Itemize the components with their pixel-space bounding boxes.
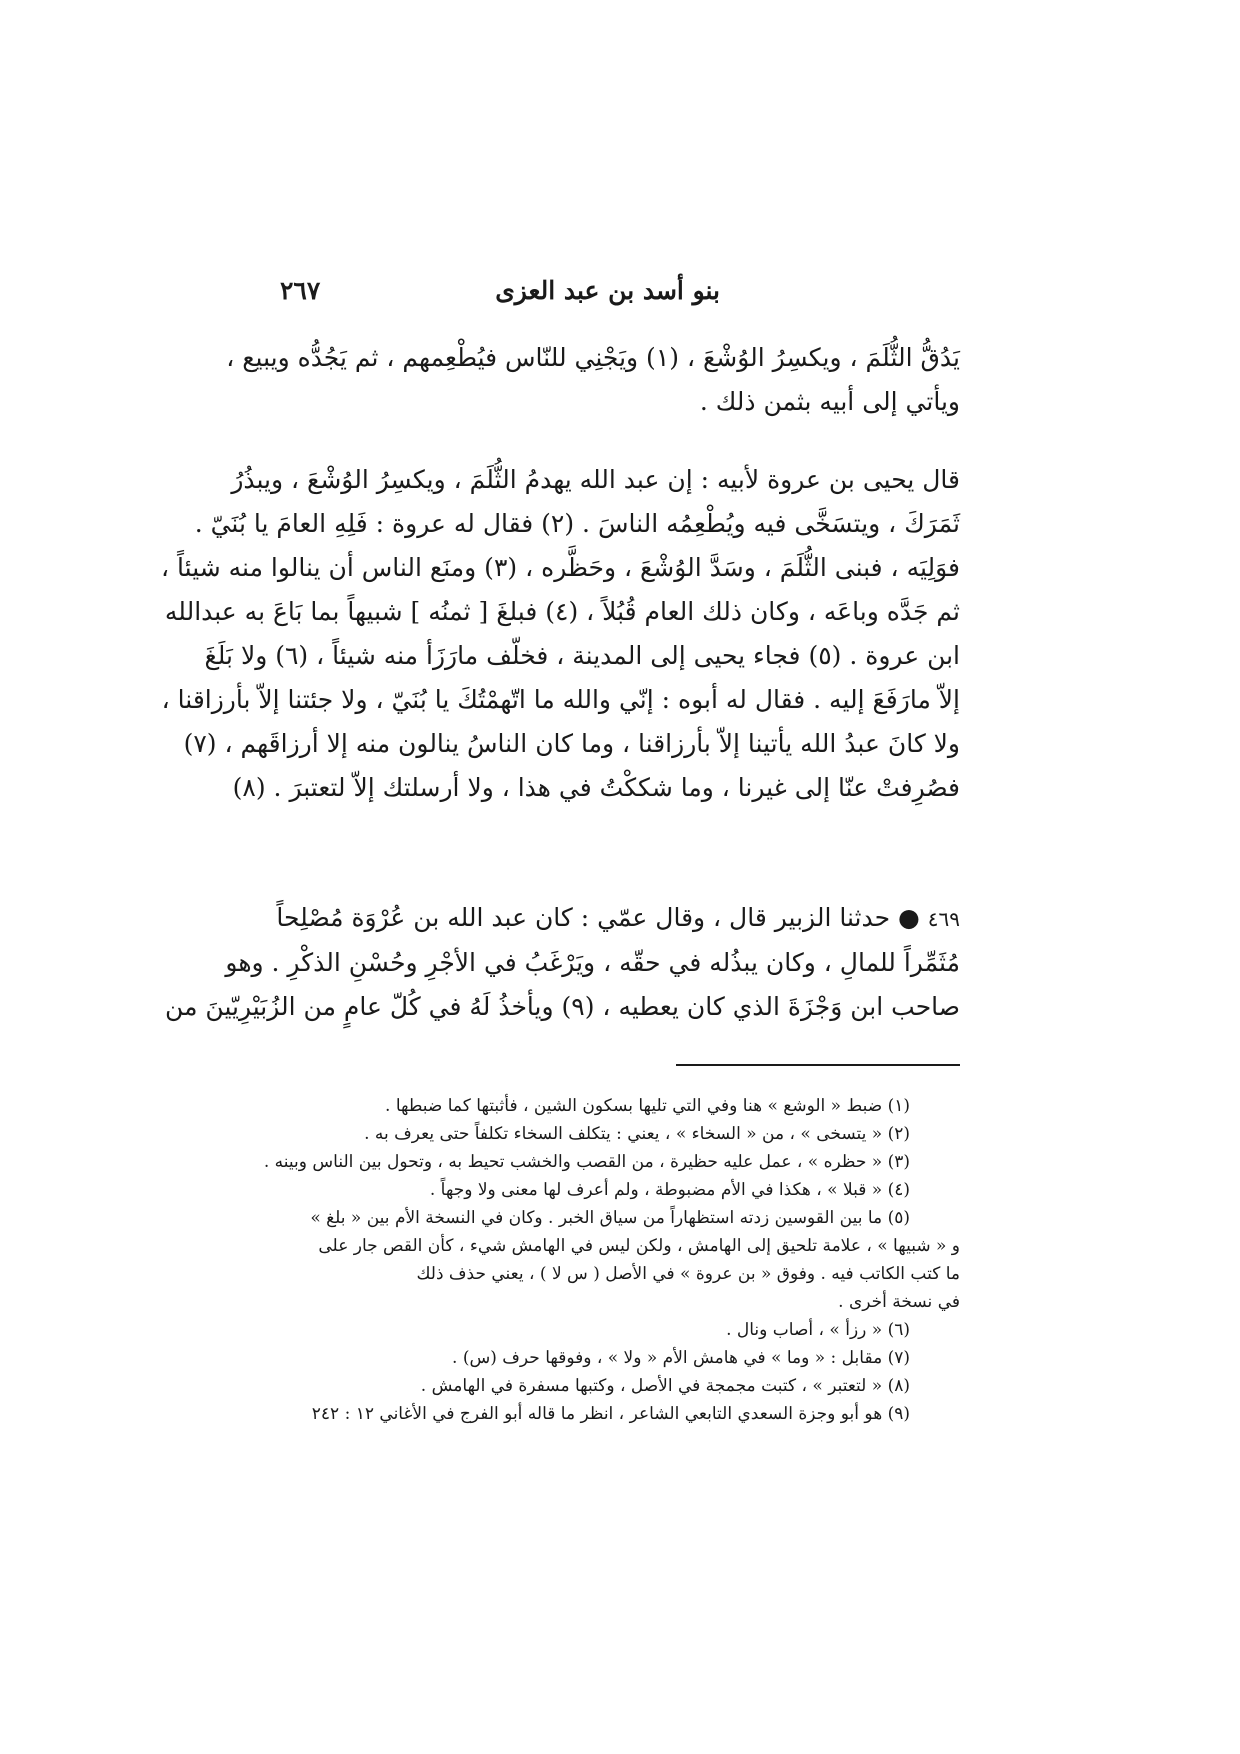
footnote-divider [676, 1064, 960, 1066]
bullet-icon: ● [897, 903, 920, 932]
text-line: ابن عروة . (٥) فجاء يحيى إلى المدينة ، فخلّف مارَزَأ منه شيئاً ، (٦) ولا بَلَغَ [204, 641, 960, 670]
footnote-number: (٤) [887, 1180, 910, 1200]
paragraph [226, 336, 960, 424]
footnote [280, 1344, 960, 1372]
footnote-continuation [280, 1288, 960, 1316]
footnote-text: « قبلا » ، هكذا في الأم مضبوطة ، ولم أعرف لها معنى ولا وجهاً . [429, 1180, 883, 1200]
footnote-number: (٧) [887, 1348, 910, 1368]
footnote-number: (٦) [887, 1320, 910, 1340]
footnote-number: (٩) [887, 1404, 910, 1424]
page-number: ٢٦٧ [280, 276, 321, 305]
footnote-continuation [280, 1260, 960, 1288]
footnotes [263, 1092, 960, 1428]
paragraph-469 [165, 896, 960, 1029]
footnote-number: (٢) [887, 1124, 910, 1144]
footnote [280, 1204, 960, 1232]
footnote-text: « يتسخى » ، من « السخاء » ، يعني : يتكلف السخاء تكلفاً حتى يعرف به . [364, 1124, 883, 1144]
footnote-text: « لتعتبر » ، كتبت مجمجة في الأصل ، وكتبها مسفرة في الهامش . [420, 1376, 883, 1396]
footnote [263, 1148, 960, 1176]
footnote-text: مقابل : « وما » في هامش الأم « ولا » ، وفوقها حرف (س) . [452, 1348, 883, 1368]
footnote-text: ما كتب الكاتب فيه . وفوق « بن عروة » في الأصل ( س لا ) ، يعني حذف ذلك [416, 1264, 960, 1284]
footnote-number: (٣) [887, 1152, 910, 1172]
footnote-number: (٨) [887, 1376, 910, 1396]
text-line: صاحب ابن وَجْزَةَ الذي كان يعطيه ، (٩) ويأخذُ لَهُ في كُلّ عامٍ من الزُبَيْرِيّينَ من [165, 992, 960, 1021]
text-line-content: حدثنا الزبير قال ، وقال عمّي : كان عبد الله بن عُرْوَة مُصْلِحاً [276, 903, 891, 932]
running-title: بنو أسد بن عبد العزى [495, 276, 720, 305]
footnote-continuation [280, 1232, 960, 1260]
footnote-number: (١) [887, 1096, 910, 1116]
footnote [280, 1120, 960, 1148]
text-line: فصُرِفتْ عنّا إلى غيرنا ، وما شككْتُ في هذا ، ولا أرسلتك إلاّ لتعتبرَ . (٨) [232, 773, 960, 802]
footnote-text: في نسخة أخرى . [838, 1292, 960, 1312]
paragraph [161, 458, 960, 810]
section-number: ٤٦٩ [927, 907, 960, 931]
text-line: قال يحيى بن عروة لأبيه : إن عبد الله يهدمُ الثُّلَمَ ، ويكسِرُ الوُشْعَ ، ويبذُرُ [231, 465, 960, 494]
text-line: فوَلِيَه ، فبنى الثُّلَمَ ، وسَدَّ الوُشْعَ ، وحَظَّره ، (٣) ومنَع الناس أن ينالوا منه شيئاً ، [161, 553, 960, 582]
text-line: إلاّ مارَفَعَ إليه . فقال له أبوه : إنّي والله ما اتّهمْتُكَ يا بُنَيّ ، ولا جئتنا إلاّ بأرزاقنا ، [161, 685, 960, 714]
footnote-text: « رزأ » ، أصاب ونال . [726, 1320, 883, 1340]
footnote-text: « حظره » ، عمل عليه حظيرة ، من القصب والخشب تحيط به ، وتحول بين الناس وبينه . [263, 1152, 883, 1172]
footnote-text: و « شبيها » ، علامة تلحيق إلى الهامش ، ولكن ليس في الهامش شيء ، كأن القص جار على [318, 1236, 960, 1256]
page-header [280, 276, 720, 316]
text-line: ثَمَرَكَ ، ويتسَخَّى فيه ويُطْعِمُه الناسَ . (٢) فقال له عروة : فَلِهِ العامَ يا بُنَيّ . [194, 509, 960, 538]
footnote-text: ضبط « الوشع » هنا وفي التي تليها بسكون الشين ، فأثبتها كما ضبطها . [385, 1096, 883, 1116]
text-line: مُثَمِّراً للمالِ ، وكان يبذُله في حقّه ، ويَرْغَبُ في الأجْرِ وحُسْنِ الذكْرِ . وهو [225, 948, 960, 977]
footnote-number: (٥) [887, 1208, 910, 1228]
text-line: ويأتي إلى أبيه بثمن ذلك . [699, 387, 960, 416]
footnote-text: ما بين القوسين زدته استظهاراً من سياق الخبر . وكان في النسخة الأم بين « بلغ » [310, 1208, 883, 1228]
footnote [280, 1092, 960, 1120]
text-line: ولا كانَ عبدُ الله يأتينا إلاّ بأرزاقنا ، وما كان الناسُ ينالون منه إلا أرزاقَهم ، (٧) [183, 729, 960, 758]
text-line: ثم جَدَّه وباعَه ، وكان ذلك العام قُبُلاً ، (٤) فبلغَ [ ثمنُه ] شبيهاً بما بَاعَ به عبدالله [164, 597, 960, 626]
footnote-text: هو أبو وجزة السعدي التابعي الشاعر ، انظر ما قاله أبو الفرج في الأغاني ١٢ : ٢٤٢ [311, 1404, 883, 1424]
text-line: يَدُقُّ الثُّلَمَ ، ويكسِرُ الوُشْعَ ، (١) ويَجْنِي للنّاس فيُطْعِمهم ، ثم يَجُدُّه ويبيع ، [226, 343, 960, 372]
text-line [276, 896, 960, 941]
footnote [280, 1176, 960, 1204]
footnote [280, 1400, 960, 1428]
footnote [280, 1316, 960, 1344]
footnote [280, 1372, 960, 1400]
